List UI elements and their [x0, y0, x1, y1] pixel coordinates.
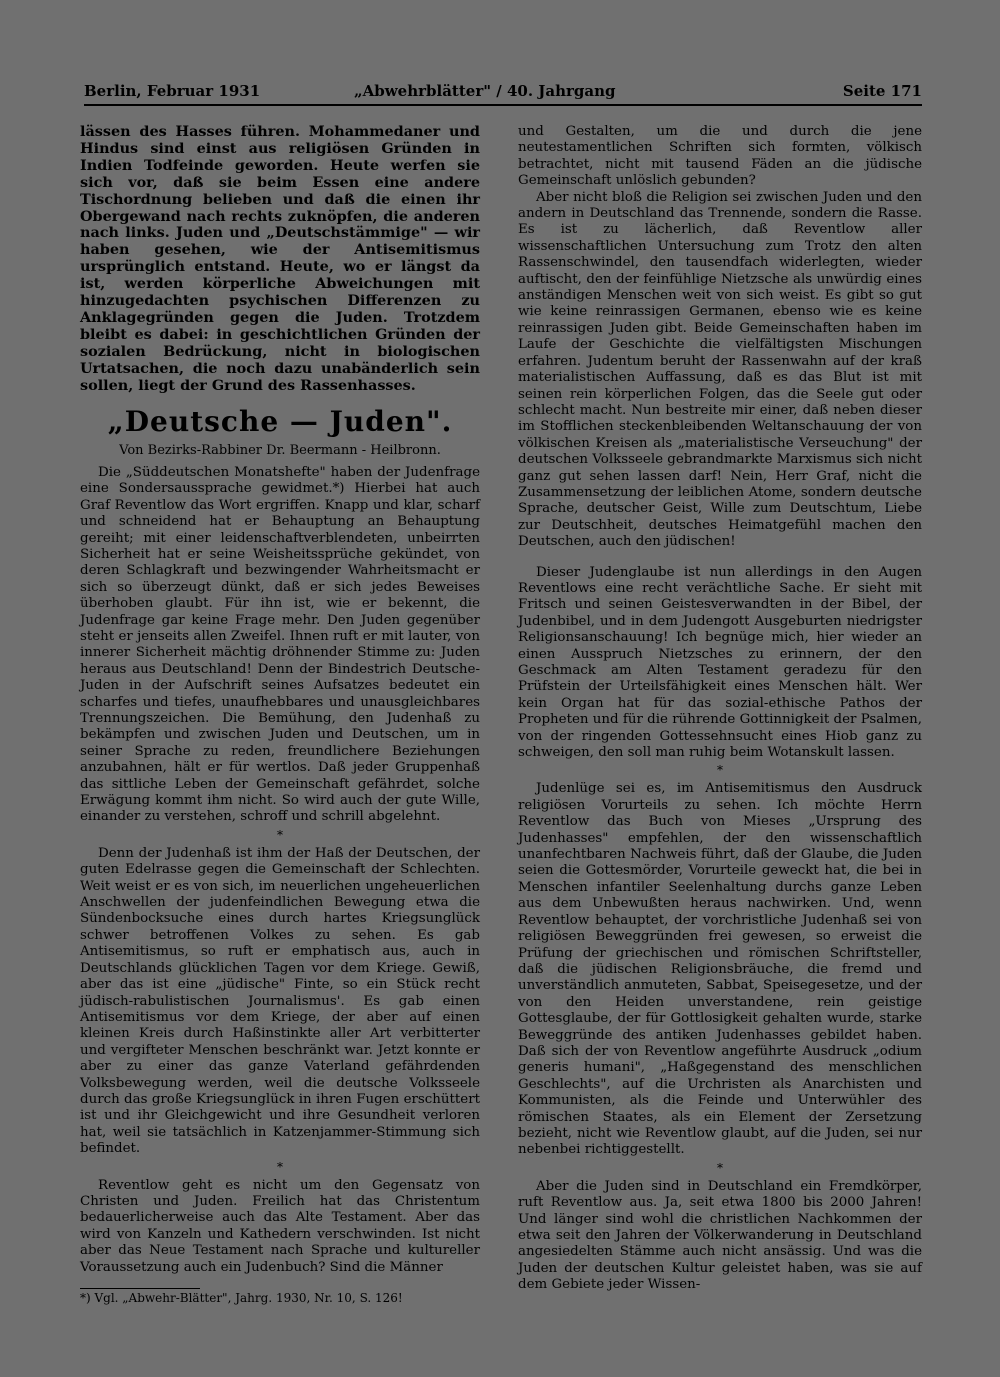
header-rule [84, 104, 922, 106]
header-place-date: Berlin, Februar 1931 [84, 82, 261, 100]
paragraph-gap [518, 551, 922, 565]
right-paragraph-5: Aber die Juden sind in Deutschland ein Fremdkörper, ruft Reventlow aus. Ja, seit etwa 1800 bis 2000 Jahren! Und länger sind wohl die christlichen Nachkommen der etwa seit den Jahren der Völkerwanderung in Deutschland angesiedelten Stämme auch nicht ansässig. Und was die Juden der deutschen Kultur geleistet haben, was sie auf dem Gebiete jeder Wissen- [518, 1178, 922, 1293]
left-column [80, 124, 480, 1324]
section-divider-star: * [717, 763, 723, 778]
section-divider-star: * [717, 1160, 723, 1175]
right-paragraph-1: und Gestalten, um die und durch die jene neutestamentlichen Schriften sich formten, völkisch betrachtet, nicht mit tausend Fäden an die jüdische Gemeinschaft unlöslich gebunden? [518, 124, 922, 189]
article-byline: Von Bezirks-Rabbiner Dr. Beermann - Heilbronn. [119, 442, 441, 458]
right-paragraph-4: Judenlüge sei es, im Antisemitismus den Ausdruck religiösen Vorurteils zu sehen. Ich möchte Herrn Reventlow das Buch von Mieses „Ursprung des Judenhasses" empfehlen, der den wissenschaftlich unanfechtbaren Nachweis führt, daß der Glaube, die Juden seien die Gottesmörder, Vorurteile geweckt hat, die bei in Menschen infantiler Seelenhaltung durchs ganze Leben aus dem Unbewußten heraus nachwirken. Und, wenn Reventlow behauptet, der vorchristliche Judenhaß sei von religiösen Beweggründen frei gewesen, so erweist die Prüfung der griechischen und römischen Schriftsteller, daß die jüdischen Religionsbräuche, die fremd und unverständlich anmuteten, Sabbat, Speisegesetze, und der von den Heiden unverstandene, rein geistige Gottesglaube, der für Gottlosigkeit gehalten wurde, starke Beweggründe des antiken Judenhasses gebildet haben. Daß sich der von Reventlow angeführte Ausdruck „odium generis humani", „Haßgegenstand des menschlichen Geschlechts", auf die Urchristen als Anarchisten und Kommunisten, als die Feinde und Unterwühler des römischen Staates, als ein Element der Zersetzung bezieht, nicht wie Reventlow glaubt, auf die Juden, sei nur nebenbei richtiggestellt. [518, 781, 922, 1158]
right-paragraph-2: Aber nicht bloß die Religion sei zwischen Juden und den andern in Deutschland das Trennende, sondern die Rasse. Es ist zu lächerlich, daß Reventlow aller wissenschaftlichen Untersuchung zum Trotz den alten Rassenschwindel, den tausendfach widerlegten, wieder auftischt, den der feinfühlige Nietzsche als unwürdig eines anständigen Menschen weit von sich weist. Es gibt so gut wie keine reinrassigen Germanen, ebenso wie es keine reinrassigen Juden gibt. Beide Gemeinschaften haben im Laufe der Geschichte die vielfältigsten Mischungen erfahren. Judentum beruht der Rassenwahn auf der kraß materialistischen Auffassung, daß es das Blut ist mit seinen rein körperlichen Folgen, das die Seele gut oder schlecht macht. Nun bestreite mir einer, daß neben dieser im Stofflichen steckenbleibenden Weltanschauung der von völkischen Kreisen als „materialistische Verseuchung" der deutschen Volksseele gebrandmarkte Marxismus sich nicht ganz gut sehen lassen darf! Nein, Herr Graf, nicht die Zusammensetzung der leiblichen Atome, sondern deutsche Sprache, deutscher Geist, Wille zum Deutschtum, Liebe zur Deutschheit, deutsches Heimatgefühl machen den Deutschen, auch den jüdischen! [518, 189, 922, 550]
left-paragraph-2: Die „Süddeutschen Monatshefte" haben der Judenfrage eine Sondersaussprache gewidmet.*) Hierbei hat auch Graf Reventlow das Wort ergriffen. Knapp und klar, scharf und schneidend hat er Behauptung an Behauptung gereiht; mit einer leidenschaftverblendeten, unbeirrten Sicherheit hat er seine Weisheitssprüche gekündet, von deren Schlagkraft und bezwingender Wahrheitsmacht er sich so überzeugt dünkt, daß er sich jedes Beweises überhoben glaubt. Für ihn ist, wie er bekennt, die Judenfrage gar keine Frage mehr. Den Juden gegenüber steht er jenseits allen Zweifel. Ihnen ruft er mit lauter, von innerer Sicherheit mächtig dröhnender Stimme zu: Juden heraus aus Deutschland! Denn der Bindestrich Deutsche-Juden in der Aufschrift seines Aufsatzes bedeutet ein scharfes und tiefes, unaufhebbares und unausgleichbares Trennungszeichen. Die Bemühung, den Judenhaß zu bekämpfen und zwischen Juden und Deutschen, um in seiner Sprache zu reden, freundlichere Beziehungen anzubahnen, hält er für wertlos. Daß jeder Gruppenhaß das sittliche Leben der Gemeinschaft gefährdet, solche Erwägung kommt ihm nicht. So wird auch der gute Wille, einander zu verstehen, schroff und schrill abgelehnt. [80, 464, 480, 825]
footnote: *) Vgl. „Abwehr-Blätter", Jahrg. 1930, Nr. 10, S. 126! [80, 1291, 403, 1305]
left-paragraph-3: Denn der Judenhaß ist ihm der Haß der Deutschen, der guten Edelrasse gegen die Gemeinschaft der Schlechten. Weit weist er es von sich, im neuerlichen ungeheuerlichen Anschwellen der judenfeindlichen Bewegung etwa die Sündenbocksuche eines durch hartes Kriegsunglück schwer betroffenen Volkes zu sehen. Es gab Antisemitismus, so ruft er emphatisch aus, auch in Deutschlands glücklichen Tagen vor dem Kriege. Gewiß, aber das ist eine „jüdische" Finte, so ein Stück recht jüdisch-rabulistischen Journalismus'. Es gab einen Antisemitismus vor dem Kriege, der aber auf einen kleinen Kreis durch Haßinstinkte aller Art verbitterter und vergifteter Menschen beschränkt war. Jetzt konnte er aber zu einer das ganze Vaterland gefährdenden Volksbewegung werden, weil die deutsche Volksseele durch das große Kriegsunglück in ihren Fugen erschüttert ist und ihr Gleichgewicht und ihre Gesundheit verloren hat, weil sie tatsächlich in Katzenjammer-Stimmung sich befindet. [80, 845, 480, 1157]
left-paragraph-4: Reventlow geht es nicht um den Gegensatz von Christen und Juden. Freilich hat das Christentum bedauerlicherweise auch das Alte Testament. Aber das wird von Kanzeln und Kathedern verschwinden. Ist nicht aber das Neue Testament nach Sprache und kultureller Voraussetzung auch ein Judenbuch? Sind die Männer [80, 1177, 480, 1275]
article-title: „Deutsche — Juden". [107, 404, 453, 438]
right-paragraph-3: Dieser Judenglaube ist nun allerdings in den Augen Reventlows eine recht verächtliche Sache. Er sieht mit Fritsch und seinen Geistesverwandten in der Bibel, der Judenbibel, und in dem Judengott Ausgeburten niedrigster Religionsanschauung! Ich begnüge mich, hier wieder an einen Ausspruch Nietzsches zu erinnern, der den Geschmack am Alten Testament geradezu für den Prüfstein der Urteilsfähigkeit eines Menschen hält. Wer kein Organ hat für das sozial-ethische Pathos der Propheten und für die rührende Gottinnigkeit der Psalmen, von der ringenden Gottessehnsucht eines Hiob ganz zu schweigen, den soll man ruhig beim Wotanskult lassen. [518, 564, 922, 761]
header-publication: „Abwehrblätter" / 40. Jahrgang [354, 82, 616, 100]
right-column [518, 124, 922, 1324]
left-paragraph-1: lässen des Hasses führen. Mohammedaner und Hindus sind einst aus religiösen Gründen in Indien Todfeinde geworden. Heute werfen sie sich vor, daß sie beim Essen eine andere Tischordnung belieben und daß die einen ihr Obergewand nach rechts zuknöpfen, die anderen nach links. Juden und „Deutschstämmige" — wir haben gesehen, wie der Antisemitismus ursprünglich entstand. Heute, wo er längst da ist, werden körperliche Abweichungen mit hinzugedachten psychischen Differenzen zu Anklagegründen gegen die Juden. Trotzdem bleibt es dabei: in geschichtlichen Gründen der sozialen Bedrückung, nicht in biologischen Urtatsachen, die noch dazu unabänderlich sein sollen, liegt der Grund des Rassenhasses. [80, 123, 480, 394]
section-divider-star: * [277, 827, 283, 842]
section-divider-star: * [277, 1159, 283, 1174]
footnote-rule [80, 1288, 200, 1289]
page-header [84, 82, 922, 106]
header-page-number: Seite 171 [842, 82, 922, 100]
